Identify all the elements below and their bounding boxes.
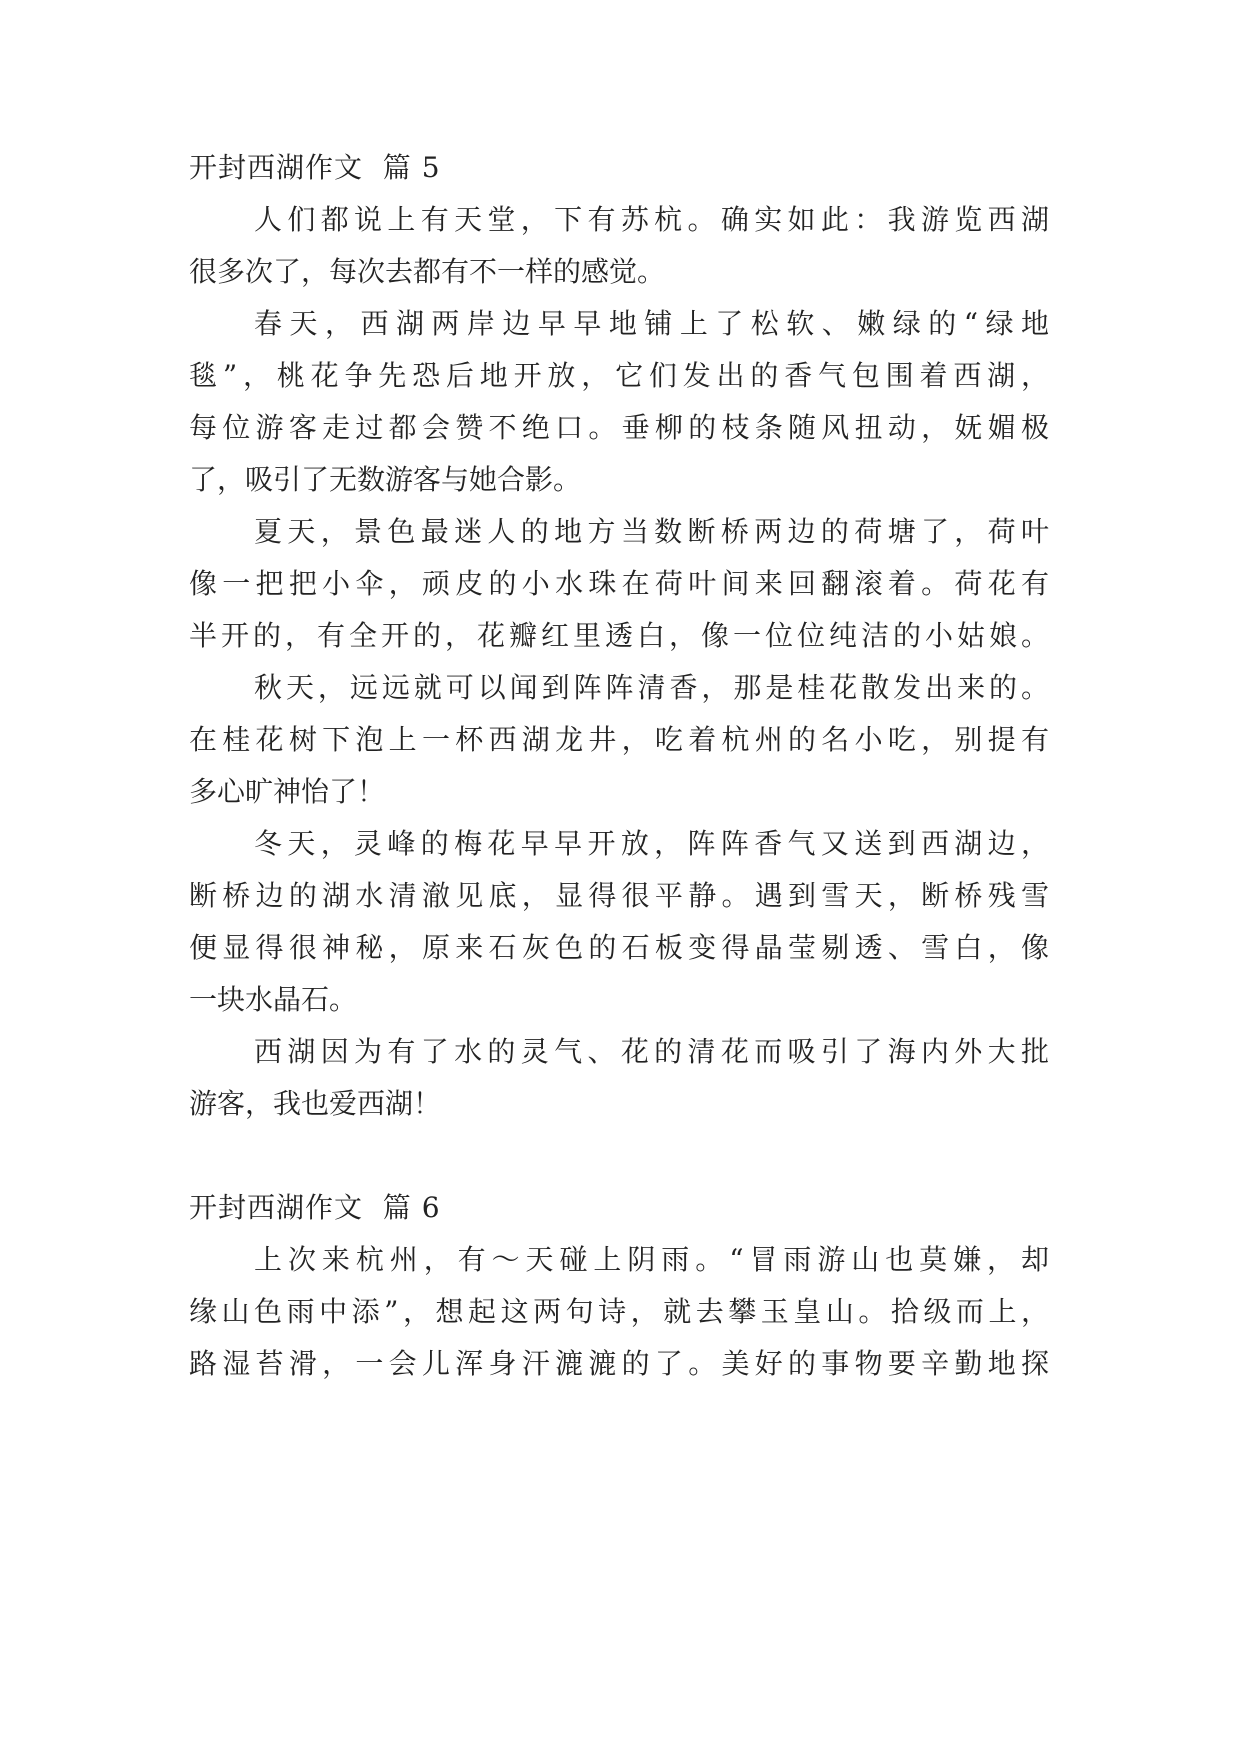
paragraph-line: 一块水晶石。 bbox=[189, 983, 358, 1016]
paragraph-line: 了，吸引了无数游客与她合影。 bbox=[189, 463, 582, 496]
paragraph-line: 缘山色雨中添”，想起这两句诗，就去攀玉皇山。拾级而上， bbox=[189, 1295, 1049, 1328]
paragraph-line: 像一把把小伞，顽皮的小水珠在荷叶间来回翻滚着。荷花有 bbox=[189, 567, 1049, 600]
paragraph-line: 西湖因为有了水的灵气、花的清花而吸引了海内外大批 bbox=[254, 1035, 1049, 1068]
paragraph-line: 毯”，桃花争先恐后地开放，它们发出的香气包围着西湖， bbox=[189, 359, 1049, 392]
section-title-6: 开封西湖作文 篇 6 bbox=[189, 1191, 441, 1224]
paragraph-line: 多心旷神怡了！ bbox=[189, 775, 386, 808]
paragraph-line: 人们都说上有天堂，下有苏杭。确实如此：我游览西湖 bbox=[254, 203, 1049, 236]
paragraph-line: 秋天，远远就可以闻到阵阵清香，那是桂花散发出来的。 bbox=[254, 671, 1049, 704]
paragraph-line: 便显得很神秘，原来石灰色的石板变得晶莹剔透、雪白，像 bbox=[189, 931, 1049, 964]
paragraph-line: 断桥边的湖水清澈见底，显得很平静。遇到雪天，断桥残雪 bbox=[189, 879, 1049, 912]
paragraph-line: 在桂花树下泡上一杯西湖龙井，吃着杭州的名小吃，别提有 bbox=[189, 723, 1049, 756]
paragraph-line: 上次来杭州，有～天碰上阴雨。“冒雨游山也莫嫌，却 bbox=[254, 1243, 1049, 1276]
paragraph-line: 夏天，景色最迷人的地方当数断桥两边的荷塘了，荷叶 bbox=[254, 515, 1049, 548]
section-title-5: 开封西湖作文 篇 5 bbox=[189, 151, 441, 184]
paragraph-line: 很多次了，每次去都有不一样的感觉。 bbox=[189, 255, 666, 288]
paragraph-line: 冬天，灵峰的梅花早早开放，阵阵香气又送到西湖边， bbox=[254, 827, 1049, 860]
paragraph-line: 路湿苔滑，一会儿浑身汗漉漉的了。美好的事物要辛勤地探 bbox=[189, 1347, 1049, 1380]
paragraph-line: 春天，西湖两岸边早早地铺上了松软、嫩绿的“绿地 bbox=[254, 307, 1049, 340]
paragraph-line: 游客，我也爱西湖！ bbox=[189, 1087, 442, 1120]
paragraph-line: 半开的，有全开的，花瓣红里透白，像一位位纯洁的小姑娘。 bbox=[189, 619, 1049, 652]
paragraph-line: 每位游客走过都会赞不绝口。垂柳的枝条随风扭动，妩媚极 bbox=[189, 411, 1049, 444]
